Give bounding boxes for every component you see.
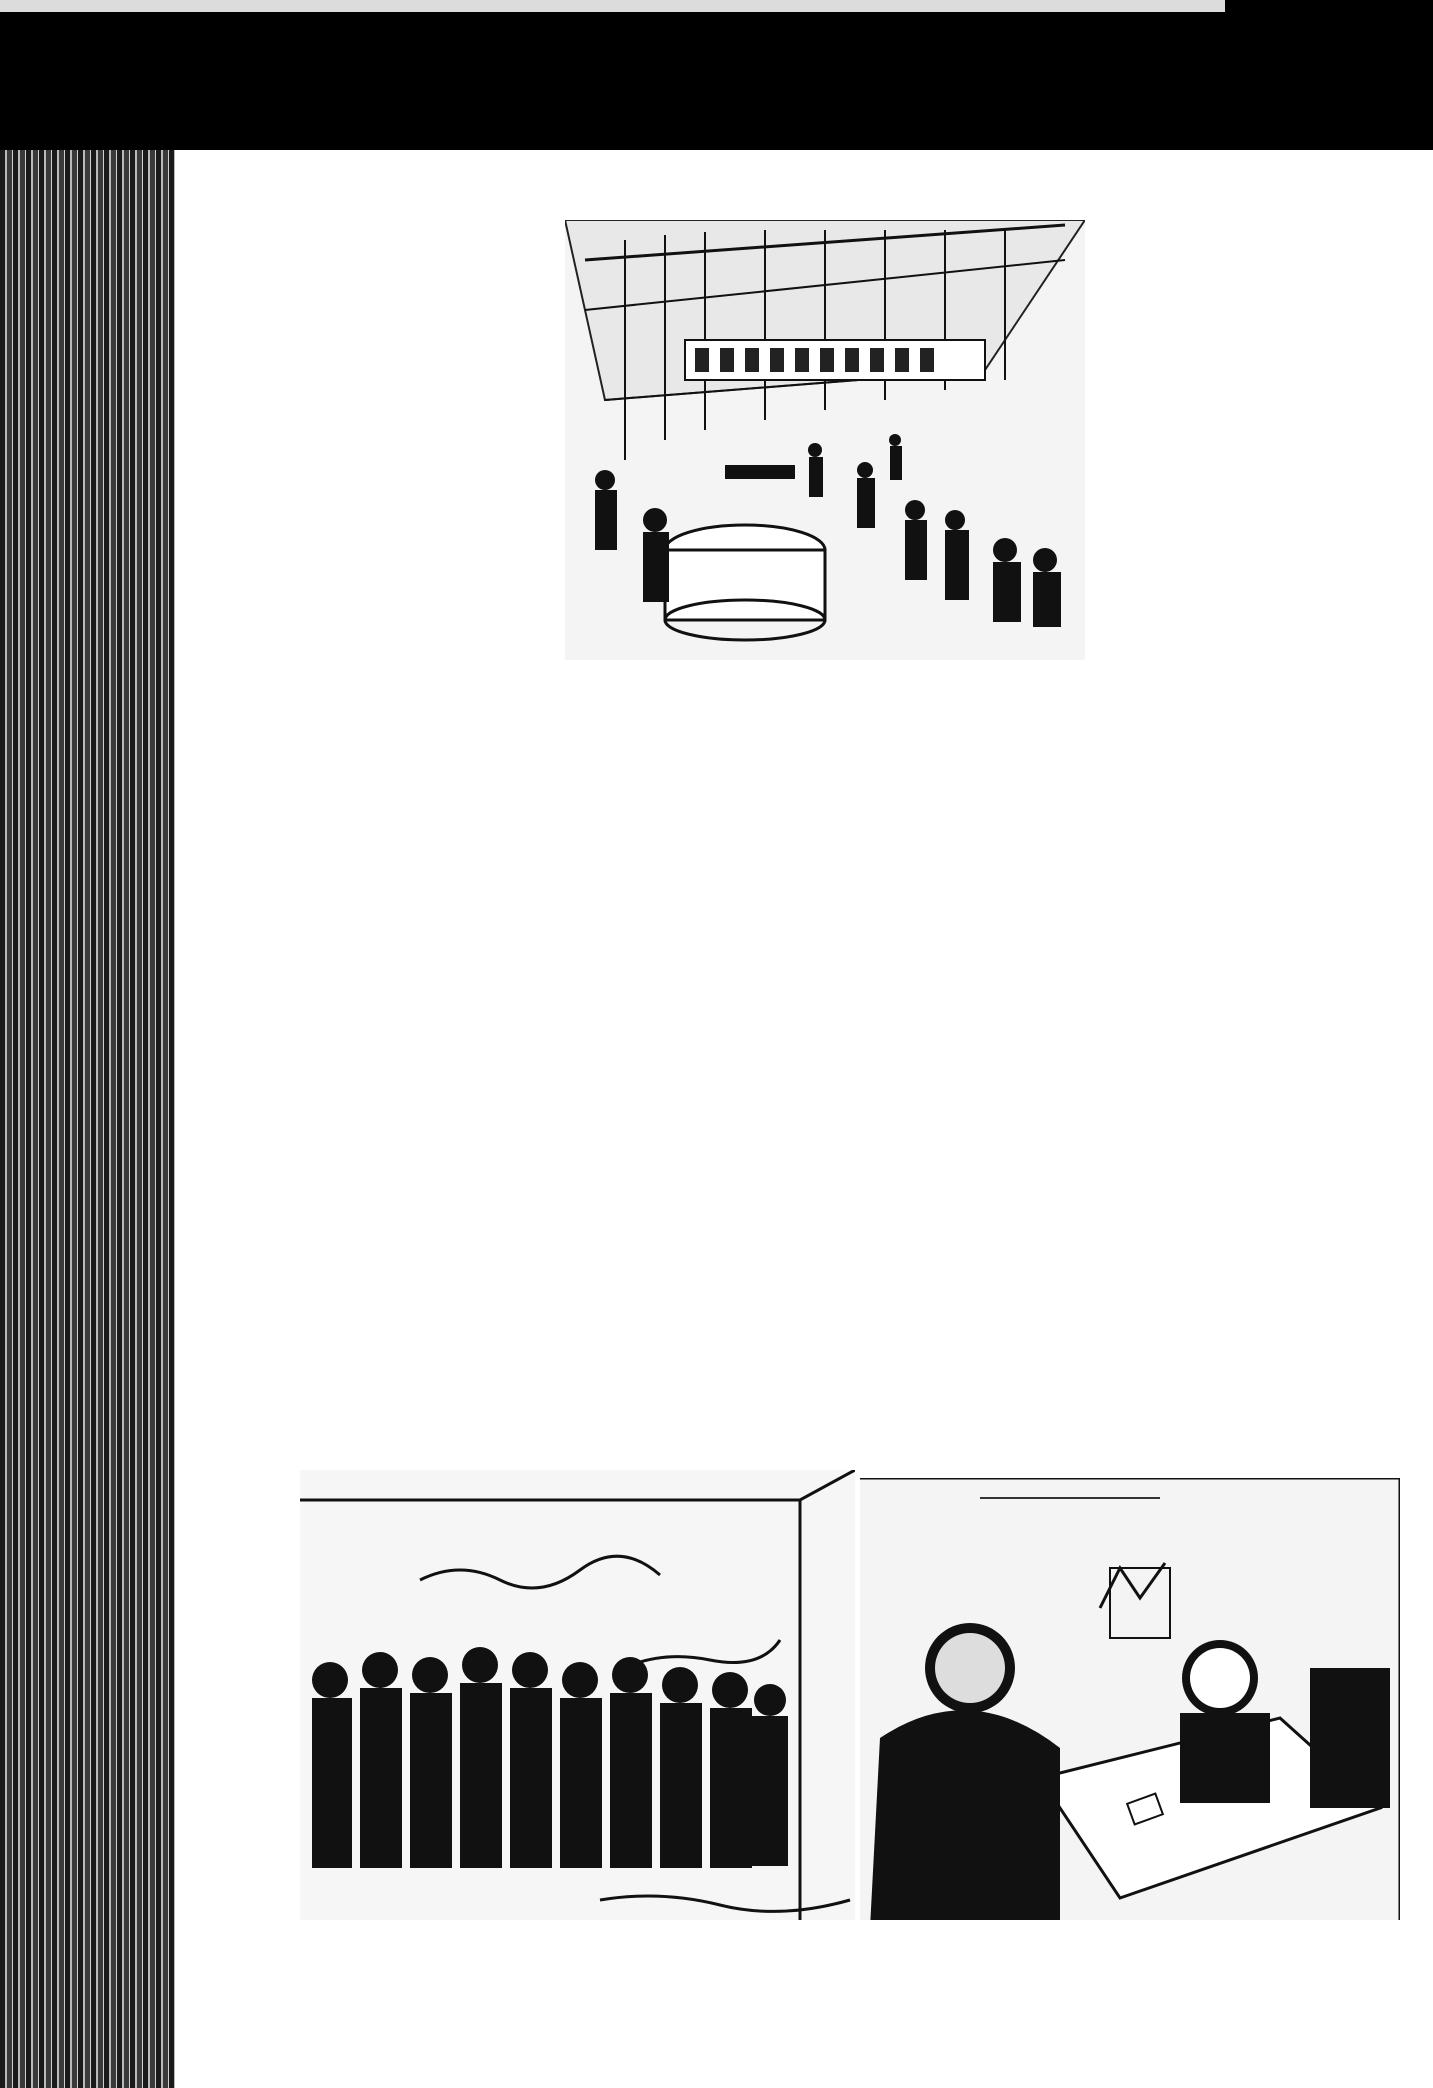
book-spine-edges xyxy=(0,150,180,2088)
queue-illustration xyxy=(300,1470,855,1920)
queue-drawing xyxy=(300,1470,855,1920)
right-column xyxy=(835,758,1395,766)
background-corner xyxy=(1225,0,1433,150)
top-edge xyxy=(0,0,1433,12)
hall-illustration xyxy=(565,220,1085,660)
magazine-page xyxy=(175,150,1433,2088)
hall-drawing xyxy=(565,220,1085,660)
desk-illustration xyxy=(860,1478,1400,1920)
desk-drawing xyxy=(860,1478,1400,1920)
